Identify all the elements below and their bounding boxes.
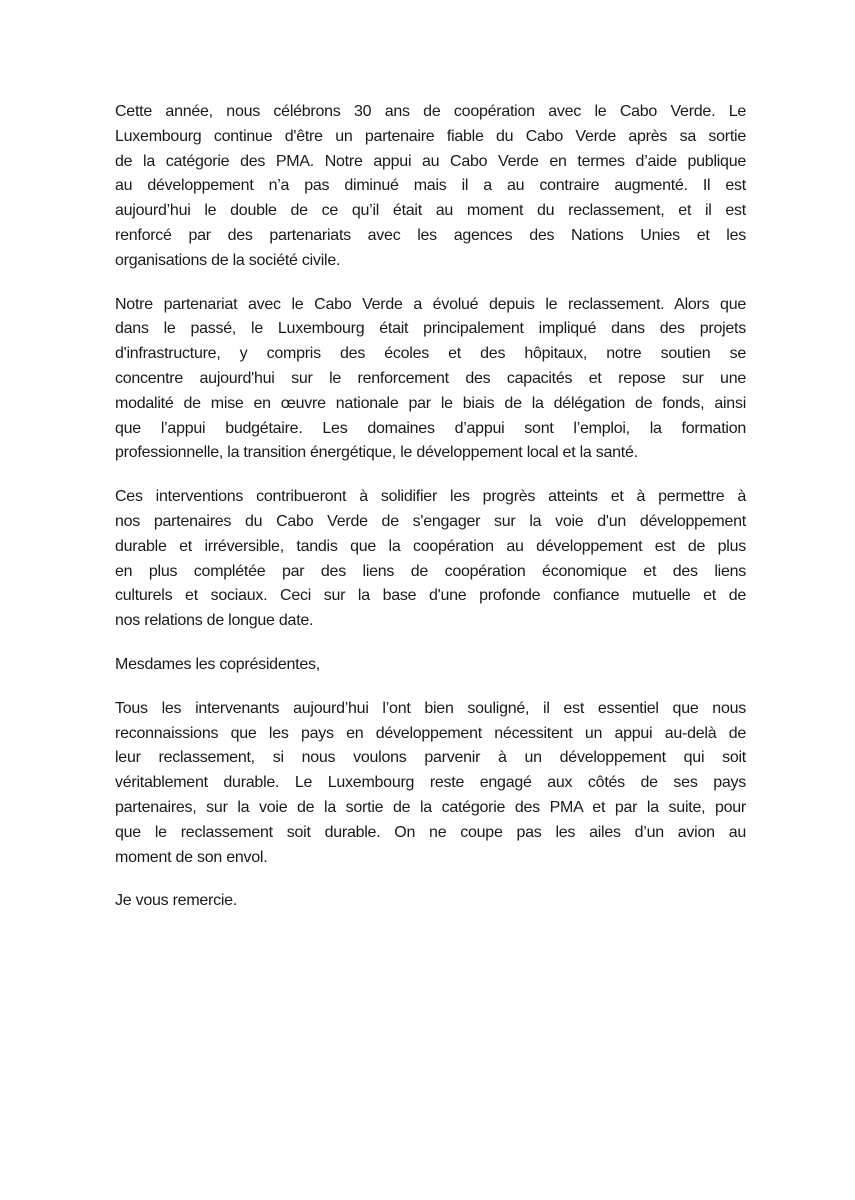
text-line: Notre partenariat avec le Cabo Verde a évolué depuis le reclassement. Alors que <box>115 295 746 313</box>
paragraph <box>115 100 746 274</box>
text-line: nos relations de longue date. <box>115 612 314 630</box>
text-line: moment de son envol. <box>115 848 268 866</box>
text-line: dans le passé, le Luxembourg était principalement impliqué dans des projets <box>115 320 746 338</box>
text-line: nos partenaires du Cabo Verde de s'engager sur la voie d'un développement <box>115 512 746 530</box>
text-line: Tous les intervenants aujourd’hui l’ont bien souligné, il est essentiel que nous <box>115 699 746 717</box>
text-line: concentre aujourd'hui sur le renforcement des capacités et repose sur une <box>115 369 746 387</box>
text-line: professionnelle, la transition énergétique, le développement local et la santé. <box>115 444 638 462</box>
text-line: d'infrastructure, y compris des écoles et des hôpitaux, notre soutien se <box>115 345 746 363</box>
text-line: Je vous remercie. <box>115 892 238 910</box>
text-line: Mesdames les coprésidentes, <box>115 655 320 673</box>
paragraph <box>115 889 746 914</box>
text-line: modalité de mise en œuvre nationale par le biais de la délégation de fonds, ainsi <box>115 394 746 412</box>
text-line: au développement n’a pas diminué mais il a au contraire augmenté. Il est <box>115 177 746 195</box>
paragraph <box>115 653 746 678</box>
text-line: que le reclassement soit durable. On ne coupe pas les ailes d’un avion au <box>115 823 746 841</box>
text-line: en plus complétée par des liens de coopération économique et des liens <box>115 562 746 580</box>
text-line: Luxembourg continue d'être un partenaire fiable du Cabo Verde après sa sortie <box>115 127 746 145</box>
document-page <box>115 100 746 933</box>
text-line: durable et irréversible, tandis que la coopération au développement est de plus <box>115 537 746 555</box>
text-line: leur reclassement, si nous voulons parvenir à un développement qui soit <box>115 749 746 767</box>
text-line: que l’appui budgétaire. Les domaines d’appui sont l’emploi, la formation <box>115 419 746 437</box>
text-line: Ces interventions contribueront à solidifier les progrès atteints et à permettre à <box>115 488 746 506</box>
text-line: aujourd’hui le double de ce qu’il était au moment du reclassement, et il est <box>115 202 746 220</box>
text-line: reconnaissions que les pays en développement nécessitent un appui au-delà de <box>115 724 746 742</box>
paragraph <box>115 697 746 871</box>
text-line: organisations de la société civile. <box>115 251 341 269</box>
text-line: Cette année, nous célébrons 30 ans de coopération avec le Cabo Verde. Le <box>115 103 746 120</box>
paragraph <box>115 485 746 634</box>
text-line: culturels et sociaux. Ceci sur la base d'une profonde confiance mutuelle et de <box>115 587 746 605</box>
text-line: véritablement durable. Le Luxembourg reste engagé aux côtés de ses pays <box>115 774 746 792</box>
text-line: partenaires, sur la voie de la sortie de la catégorie des PMA et par la suite, pour <box>115 798 746 816</box>
text-line: renforcé par des partenariats avec les agences des Nations Unies et les <box>115 226 746 244</box>
text-line: de la catégorie des PMA. Notre appui au Cabo Verde en termes d’aide publique <box>115 152 746 170</box>
paragraph <box>115 293 746 467</box>
